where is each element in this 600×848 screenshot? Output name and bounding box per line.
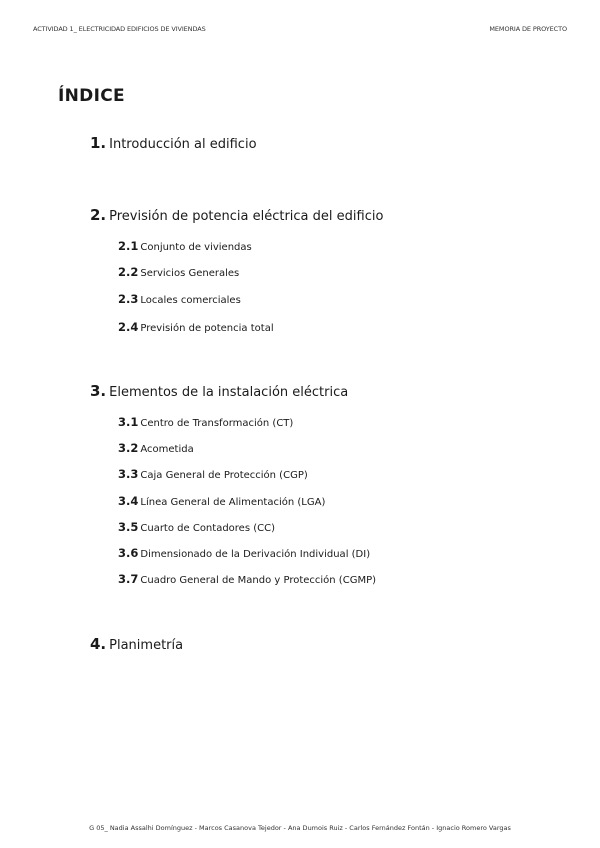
toc-subsection-3-4 [118,490,325,509]
toc-section-number: 4. [90,635,107,653]
toc-subsection-label: Línea General de Alimentación (LGA) [140,497,326,508]
toc-subsection-label: Acometida [140,444,194,455]
toc-subsection-number: 2.3 [118,292,139,306]
toc-section-3 [90,381,348,400]
toc-subsection-label: Cuarto de Contadores (CC) [140,523,275,534]
toc-subsection-label: Conjunto de viviendas [140,242,252,253]
toc-subsection-number: 2.1 [118,239,139,253]
toc-subsection-number: 2.2 [118,265,139,279]
toc-subsection-3-3 [118,463,308,482]
toc-subsection-number: 2.4 [118,320,139,334]
toc-subsection-number: 3.3 [118,467,139,481]
running-header-left: ACTIVIDAD 1_ ELECTRICIDAD EDIFICIOS DE VIVIENDAS [33,25,206,33]
toc-subsection-label: Locales comerciales [140,295,241,306]
index-title: ÍNDICE [58,86,125,106]
toc-subsection-2-2 [118,261,239,280]
toc-section-label: Elementos de la instalación eléctrica [109,385,349,400]
toc-subsection-2-4 [118,316,274,335]
toc-subsection-number: 3.4 [118,494,139,508]
toc-subsection-3-2 [118,437,194,456]
toc-subsection-number: 3.5 [118,520,139,534]
toc-subsection-3-6 [118,542,370,561]
toc-section-number: 3. [90,382,107,400]
toc-section-number: 1. [90,134,107,152]
toc-section-1 [90,133,257,152]
toc-subsection-label: Caja General de Protección (CGP) [140,470,308,481]
toc-subsection-3-7 [118,568,376,587]
toc-section-label: Planimetría [109,638,184,653]
running-header-right: MEMORIA DE PROYECTO [489,25,567,33]
toc-subsection-label: Centro de Transformación (CT) [140,418,294,429]
toc-subsection-number: 3.2 [118,441,139,455]
toc-section-4 [90,634,183,653]
toc-section-label: Introducción al edificio [109,137,257,152]
toc-subsection-3-1 [118,411,293,430]
toc-subsection-number: 3.6 [118,546,139,560]
toc-subsection-label: Dimensionado de la Derivación Individual (DI) [140,549,371,560]
footer-authors: G 05_ Nadia Assalhi Domínguez - Marcos Casanova Tejedor - Ana Dumois Ruiz - Carlos Fernández Fontán - Ignacio Romero Vargas [89,824,511,832]
toc-subsection-label: Cuadro General de Mando y Protección (CGMP) [140,575,376,586]
toc-section-2 [90,205,383,224]
toc-section-number: 2. [90,206,107,224]
toc-subsection-label: Previsión de potencia total [140,323,274,334]
toc-section-label: Previsión de potencia eléctrica del edificio [109,209,384,224]
toc-subsection-number: 3.7 [118,572,139,586]
toc-subsection-3-5 [118,516,275,535]
toc-subsection-label: Servicios Generales [140,268,240,279]
toc-subsection-2-1 [118,235,252,254]
toc-subsection-2-3 [118,288,241,307]
toc-subsection-number: 3.1 [118,415,139,429]
